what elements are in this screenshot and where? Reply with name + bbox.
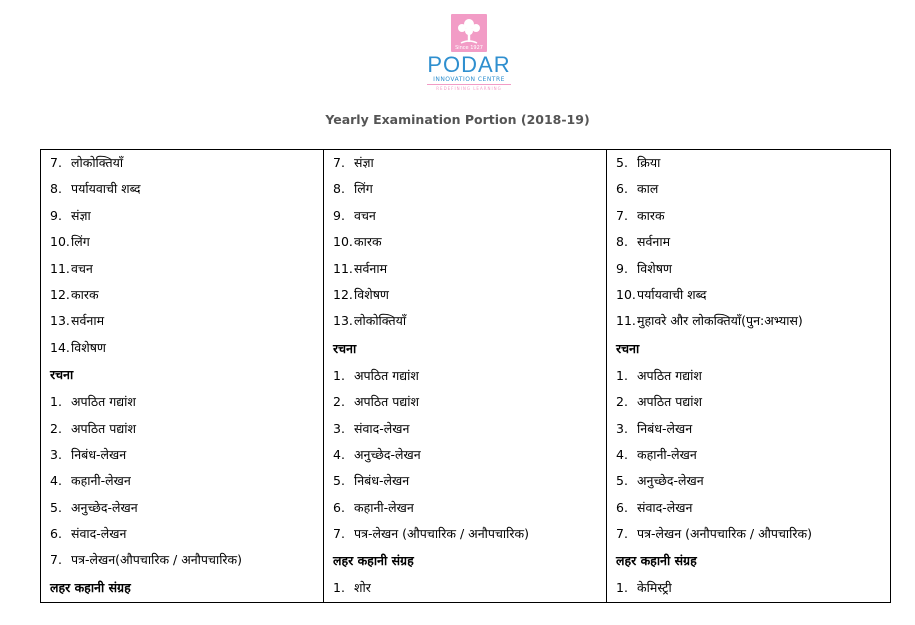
list-item	[333, 442, 606, 468]
item-number: 10.	[616, 286, 636, 302]
brand-divider	[427, 84, 511, 85]
list-item	[616, 256, 890, 282]
list-item	[616, 495, 890, 521]
list-item	[616, 282, 890, 308]
item-text: कारक	[637, 207, 665, 223]
column-1	[41, 150, 324, 603]
list-item	[50, 150, 323, 176]
item-text: लोकोक्तियाँ	[71, 155, 124, 170]
list-item	[333, 308, 606, 334]
item-text: लोकोक्तियाँ	[354, 313, 407, 329]
list-item	[616, 229, 890, 255]
item-number: 3.	[333, 420, 345, 436]
list-item	[50, 521, 323, 547]
list-item	[333, 229, 606, 255]
list-item	[333, 150, 606, 176]
list-item	[616, 389, 890, 415]
section-heading-lahar: लहर कहानी संग्रह	[50, 579, 131, 595]
item-number: 7.	[50, 552, 62, 568]
item-number: 5.	[50, 499, 62, 515]
item-text: विशेषण	[354, 286, 389, 302]
item-text: सर्वनाम	[71, 313, 105, 329]
list-item	[333, 176, 606, 202]
tree-logo-icon	[451, 14, 487, 52]
item-number: 5.	[616, 155, 628, 170]
list-item	[616, 575, 890, 601]
item-text: कारक	[354, 234, 382, 250]
item-number: 6.	[333, 499, 345, 515]
item-number: 8.	[333, 181, 345, 197]
list-item	[616, 176, 890, 202]
since-label: Since 1927	[455, 45, 483, 51]
item-text: अपठित पद्यांश	[354, 394, 419, 410]
section-heading-lahar: लहर कहानी संग्रह	[333, 553, 414, 569]
item-number: 10.	[333, 234, 353, 250]
item-number: 1.	[50, 394, 62, 410]
list-item	[333, 282, 606, 308]
item-number: 6.	[616, 499, 628, 515]
column-3	[607, 150, 891, 603]
item-number: 1.	[333, 580, 345, 596]
item-text: वचन	[354, 207, 376, 223]
list-item	[616, 416, 890, 442]
item-number: 7.	[616, 207, 628, 223]
item-number: 2.	[616, 394, 628, 410]
list-item	[50, 389, 323, 415]
item-text: अनुच्छेद-लेखन	[354, 446, 421, 462]
item-text: अपठित पद्यांश	[637, 394, 702, 410]
item-number: 4.	[50, 473, 62, 489]
list-item	[616, 150, 890, 176]
item-text: संज्ञा	[71, 207, 91, 223]
item-number: 2.	[333, 394, 345, 410]
item-text: काल	[637, 181, 659, 197]
item-number: 13.	[333, 313, 353, 329]
item-number: 6.	[50, 526, 62, 542]
item-number: 7.	[333, 526, 345, 542]
list-item	[50, 308, 323, 334]
page-title: Yearly Examination Portion (2018-19)	[325, 112, 590, 127]
list-item	[333, 416, 606, 442]
list-item	[333, 363, 606, 389]
item-text: अनुच्छेद-लेखन	[637, 473, 704, 489]
item-number: 9.	[50, 207, 62, 223]
item-number: 9.	[616, 260, 628, 276]
list-item	[333, 521, 606, 547]
list-item	[50, 282, 323, 308]
list-item	[333, 389, 606, 415]
item-number: 9.	[333, 207, 345, 223]
item-text: निबंध-लेखन	[71, 446, 127, 462]
item-number: 10.	[50, 234, 70, 250]
item-number: 11.	[50, 260, 70, 276]
item-text: पत्र-लेखन (औपचारिक / अनौपचारिक)	[354, 526, 529, 542]
item-number: 8.	[616, 234, 628, 250]
list-item	[50, 256, 323, 282]
item-text: अपठित पद्यांश	[71, 420, 136, 436]
item-number: 3.	[50, 446, 62, 462]
list-item	[333, 495, 606, 521]
item-text: अपठित गद्यांश	[71, 394, 136, 410]
item-text: लिंग	[71, 234, 90, 250]
list-item	[616, 308, 890, 334]
podar-logo	[424, 14, 514, 94]
item-text: कहानी-लेखन	[637, 446, 697, 462]
item-number: 4.	[333, 446, 345, 462]
item-number: 2.	[50, 420, 62, 436]
item-text: लिंग	[354, 181, 373, 197]
list-item	[333, 256, 606, 282]
item-number: 7.	[333, 155, 345, 170]
item-number: 1.	[616, 367, 628, 383]
item-text: वचन	[71, 260, 93, 276]
list-item	[50, 495, 323, 521]
item-text: अपठित गद्यांश	[637, 367, 702, 383]
list-item	[333, 468, 606, 494]
item-number: 12.	[333, 286, 353, 302]
item-number: 4.	[616, 446, 628, 462]
item-number: 11.	[616, 313, 636, 329]
section-heading-rachna: रचना	[333, 340, 357, 356]
item-number: 8.	[50, 181, 62, 197]
item-number: 1.	[616, 580, 628, 596]
item-text: अनुच्छेद-लेखन	[71, 499, 138, 515]
item-number: 3.	[616, 420, 628, 436]
item-number: 11.	[333, 260, 353, 276]
item-text: सर्वनाम	[354, 260, 388, 276]
item-text: कहानी-लेखन	[354, 499, 414, 515]
list-item	[50, 547, 323, 573]
item-text: संवाद-लेखन	[71, 526, 127, 542]
brand-tagline: REDEFINING LEARNING	[436, 86, 502, 91]
item-number: 7.	[616, 526, 628, 542]
portion-table	[40, 149, 891, 603]
item-text: निबंध-लेखन	[354, 473, 410, 489]
item-number: 5.	[616, 473, 628, 489]
item-number: 14.	[50, 339, 70, 355]
list-item	[616, 203, 890, 229]
list-item	[616, 363, 890, 389]
item-number: 5.	[333, 473, 345, 489]
item-text: शोर	[354, 580, 371, 596]
item-text: कारक	[71, 286, 99, 302]
list-item	[50, 468, 323, 494]
item-number: 7.	[50, 155, 62, 170]
list-item	[50, 203, 323, 229]
list-item	[50, 416, 323, 442]
item-text: संज्ञा	[354, 155, 374, 170]
section-heading-lahar: लहर कहानी संग्रह	[616, 553, 697, 569]
list-item	[616, 521, 890, 547]
list-item	[50, 442, 323, 468]
item-text: पत्र-लेखन(औपचारिक / अनौपचारिक)	[71, 552, 243, 568]
column-2	[324, 150, 607, 603]
section-heading-rachna: रचना	[616, 340, 640, 356]
item-text: मुहावरे और लोकक्तियाँ(पुन:अभ्यास)	[637, 313, 803, 329]
item-text: संवाद-लेखन	[354, 420, 410, 436]
item-text: कहानी-लेखन	[71, 473, 131, 489]
section-heading-rachna: रचना	[50, 367, 74, 383]
item-text: विशेषण	[637, 260, 672, 276]
list-item	[333, 575, 606, 601]
item-number: 6.	[616, 181, 628, 197]
table-row	[41, 150, 891, 603]
item-text: विशेषण	[71, 339, 106, 355]
item-text: संवाद-लेखन	[637, 499, 693, 515]
brand-subtitle: INNOVATION CENTRE	[433, 76, 505, 83]
item-text: निबंध-लेखन	[637, 420, 693, 436]
list-item	[616, 468, 890, 494]
brand-name: PODAR	[427, 52, 511, 77]
item-text: केमिस्ट्री	[637, 580, 672, 596]
item-number: 1.	[333, 367, 345, 383]
item-text: क्रिया	[637, 155, 661, 170]
item-text: सर्वनाम	[637, 234, 671, 250]
list-item	[616, 442, 890, 468]
list-item	[50, 229, 323, 255]
item-text: पत्र-लेखन (अनौपचारिक / औपचारिक)	[637, 526, 812, 542]
item-text: पर्यायवाची शब्द	[637, 286, 707, 302]
item-text: पर्यायवाची शब्द	[71, 181, 141, 197]
item-text: अपठित गद्यांश	[354, 367, 419, 383]
item-number: 12.	[50, 286, 70, 302]
item-number: 13.	[50, 313, 70, 329]
list-item	[50, 176, 323, 202]
list-item	[333, 203, 606, 229]
list-item	[50, 335, 323, 361]
